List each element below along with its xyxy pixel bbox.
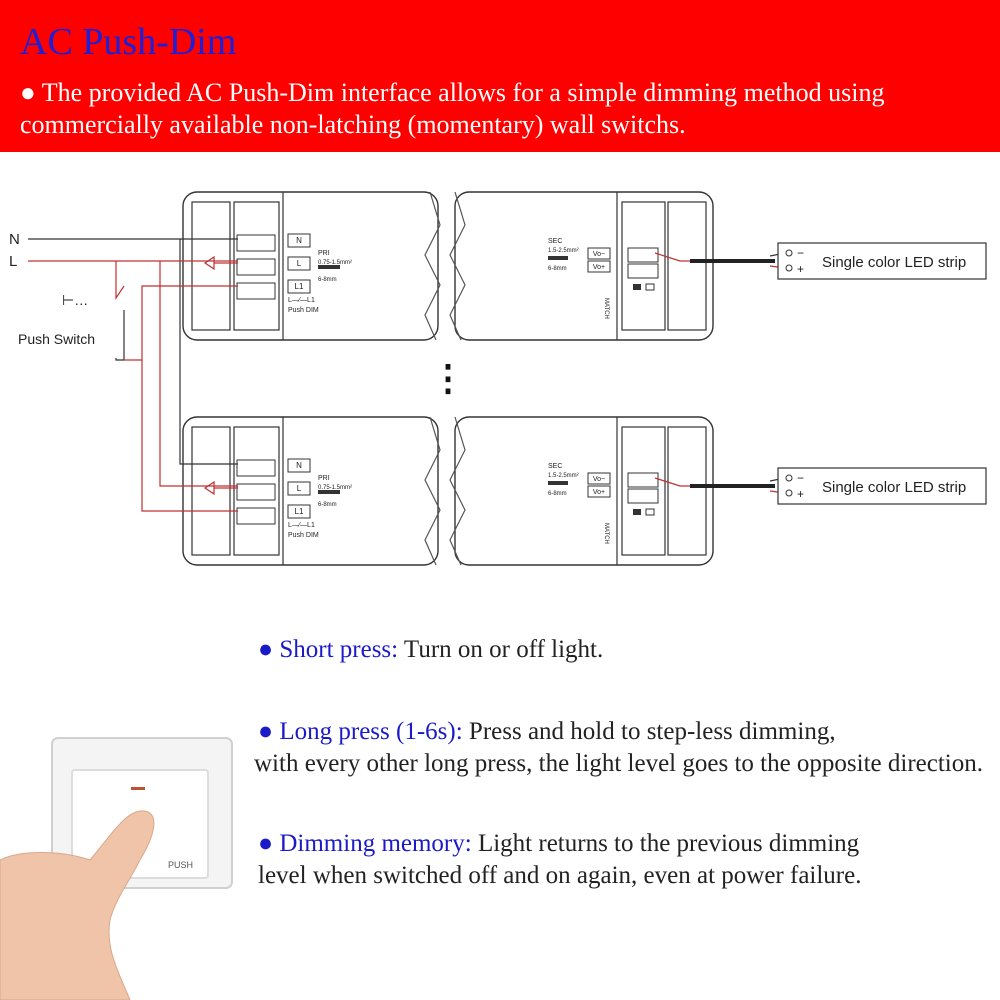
- led-plus: +: [797, 487, 805, 501]
- led-terminal: [786, 490, 792, 496]
- pri-strip-text: 6-8mm: [318, 502, 337, 508]
- terminal-l-text: L: [296, 259, 302, 268]
- wiring-diagram: [0, 160, 1000, 600]
- pri-strip-text: 6-8mm: [318, 277, 337, 283]
- terminal-l1-text: L1: [294, 507, 304, 516]
- driver-bottom: [183, 417, 713, 565]
- terminal-l1-text: L1: [294, 282, 304, 291]
- sec-strip-text: 6-8mm: [548, 266, 567, 272]
- led-terminal: [786, 250, 792, 256]
- push-switch-symbol: ⊢…: [62, 292, 89, 308]
- push-wire-out: [116, 310, 124, 360]
- vo-plus-text: Vo+: [592, 489, 606, 496]
- switch-push-label: PUSH: [168, 860, 194, 870]
- terminal-n-text: N: [296, 236, 302, 245]
- mains-n-label: N: [9, 231, 20, 248]
- sec-text: SEC: [548, 238, 563, 245]
- push-wire: [116, 261, 124, 298]
- intro-text: [20, 77, 980, 141]
- driver-top: [183, 192, 713, 340]
- led-strip-label: Single color LED strip: [822, 254, 967, 271]
- mains-l-label: L: [9, 253, 18, 270]
- feature-bullet: ●: [258, 636, 274, 663]
- feature-line: Light returns to the previous dimming: [477, 830, 860, 857]
- switch-indicator: [131, 787, 145, 790]
- push-dim-text: Push DIM: [288, 532, 319, 539]
- feature-line: Press and hold to step-less dimming,: [468, 718, 836, 745]
- feature-line: with every other long press, the light level goes to the opposite direction.: [254, 750, 984, 777]
- feature-bullet: ●: [258, 830, 274, 857]
- feature-heading: Short press:: [279, 636, 399, 663]
- led-minus: −: [797, 246, 805, 260]
- feature-line: level when switched off and on again, even at power failure.: [258, 862, 862, 889]
- match-text: MATCH: [603, 523, 609, 544]
- feature-heading: Dimming memory:: [279, 830, 472, 857]
- vo-minus-text: Vo−: [592, 476, 606, 483]
- led-strip-label: Single color LED strip: [822, 479, 967, 496]
- push-switch-label: Push Switch: [18, 331, 96, 347]
- pri-text: PRI: [318, 475, 330, 482]
- led-minus: −: [797, 471, 805, 485]
- pri-wire-text: 0.75-1.5mm²: [318, 485, 353, 491]
- intro-body: The provided AC Push-Dim interface allows for a simple dimming method using commercially available non-latching (momentary) wall switchs.: [20, 78, 885, 139]
- pri-wire-text: 0.75-1.5mm²: [318, 260, 353, 266]
- match-text: MATCH: [603, 298, 609, 319]
- terminal-n-text: N: [296, 461, 302, 470]
- led-terminal: [786, 265, 792, 271]
- terminal-l-text: L: [296, 484, 302, 493]
- feature-line: Turn on or off light.: [403, 636, 604, 663]
- push-dim-text: Push DIM: [288, 307, 319, 314]
- feature-heading: Long press (1-6s):: [279, 718, 463, 745]
- pushdim-symbol: L—⁄—L1: [288, 522, 315, 529]
- pri-text: PRI: [318, 250, 330, 257]
- wall-switch-photo: [0, 720, 240, 1000]
- sec-strip-text: 6-8mm: [548, 491, 567, 497]
- vo-minus-text: Vo−: [592, 251, 606, 258]
- page-title: AC Push-Dim: [20, 21, 237, 63]
- intro-bullet: ●: [20, 78, 36, 107]
- more-drivers-ellipsis: ⋮: [430, 357, 466, 398]
- led-terminal: [786, 475, 792, 481]
- feature-dimming-memory: [258, 828, 861, 892]
- led-plus: +: [797, 262, 805, 276]
- feature-bullet: ●: [258, 718, 274, 745]
- sec-text: SEC: [548, 463, 563, 470]
- vo-plus-text: Vo+: [592, 264, 606, 271]
- pushdim-symbol: L—⁄—L1: [288, 297, 315, 304]
- sec-wire-text: 1.5-2.5mm²: [548, 473, 579, 479]
- feature-long-press: [254, 716, 984, 780]
- feature-short-press: [258, 634, 603, 666]
- sec-wire-text: 1.5-2.5mm²: [548, 248, 579, 254]
- header-banner: [0, 0, 1000, 152]
